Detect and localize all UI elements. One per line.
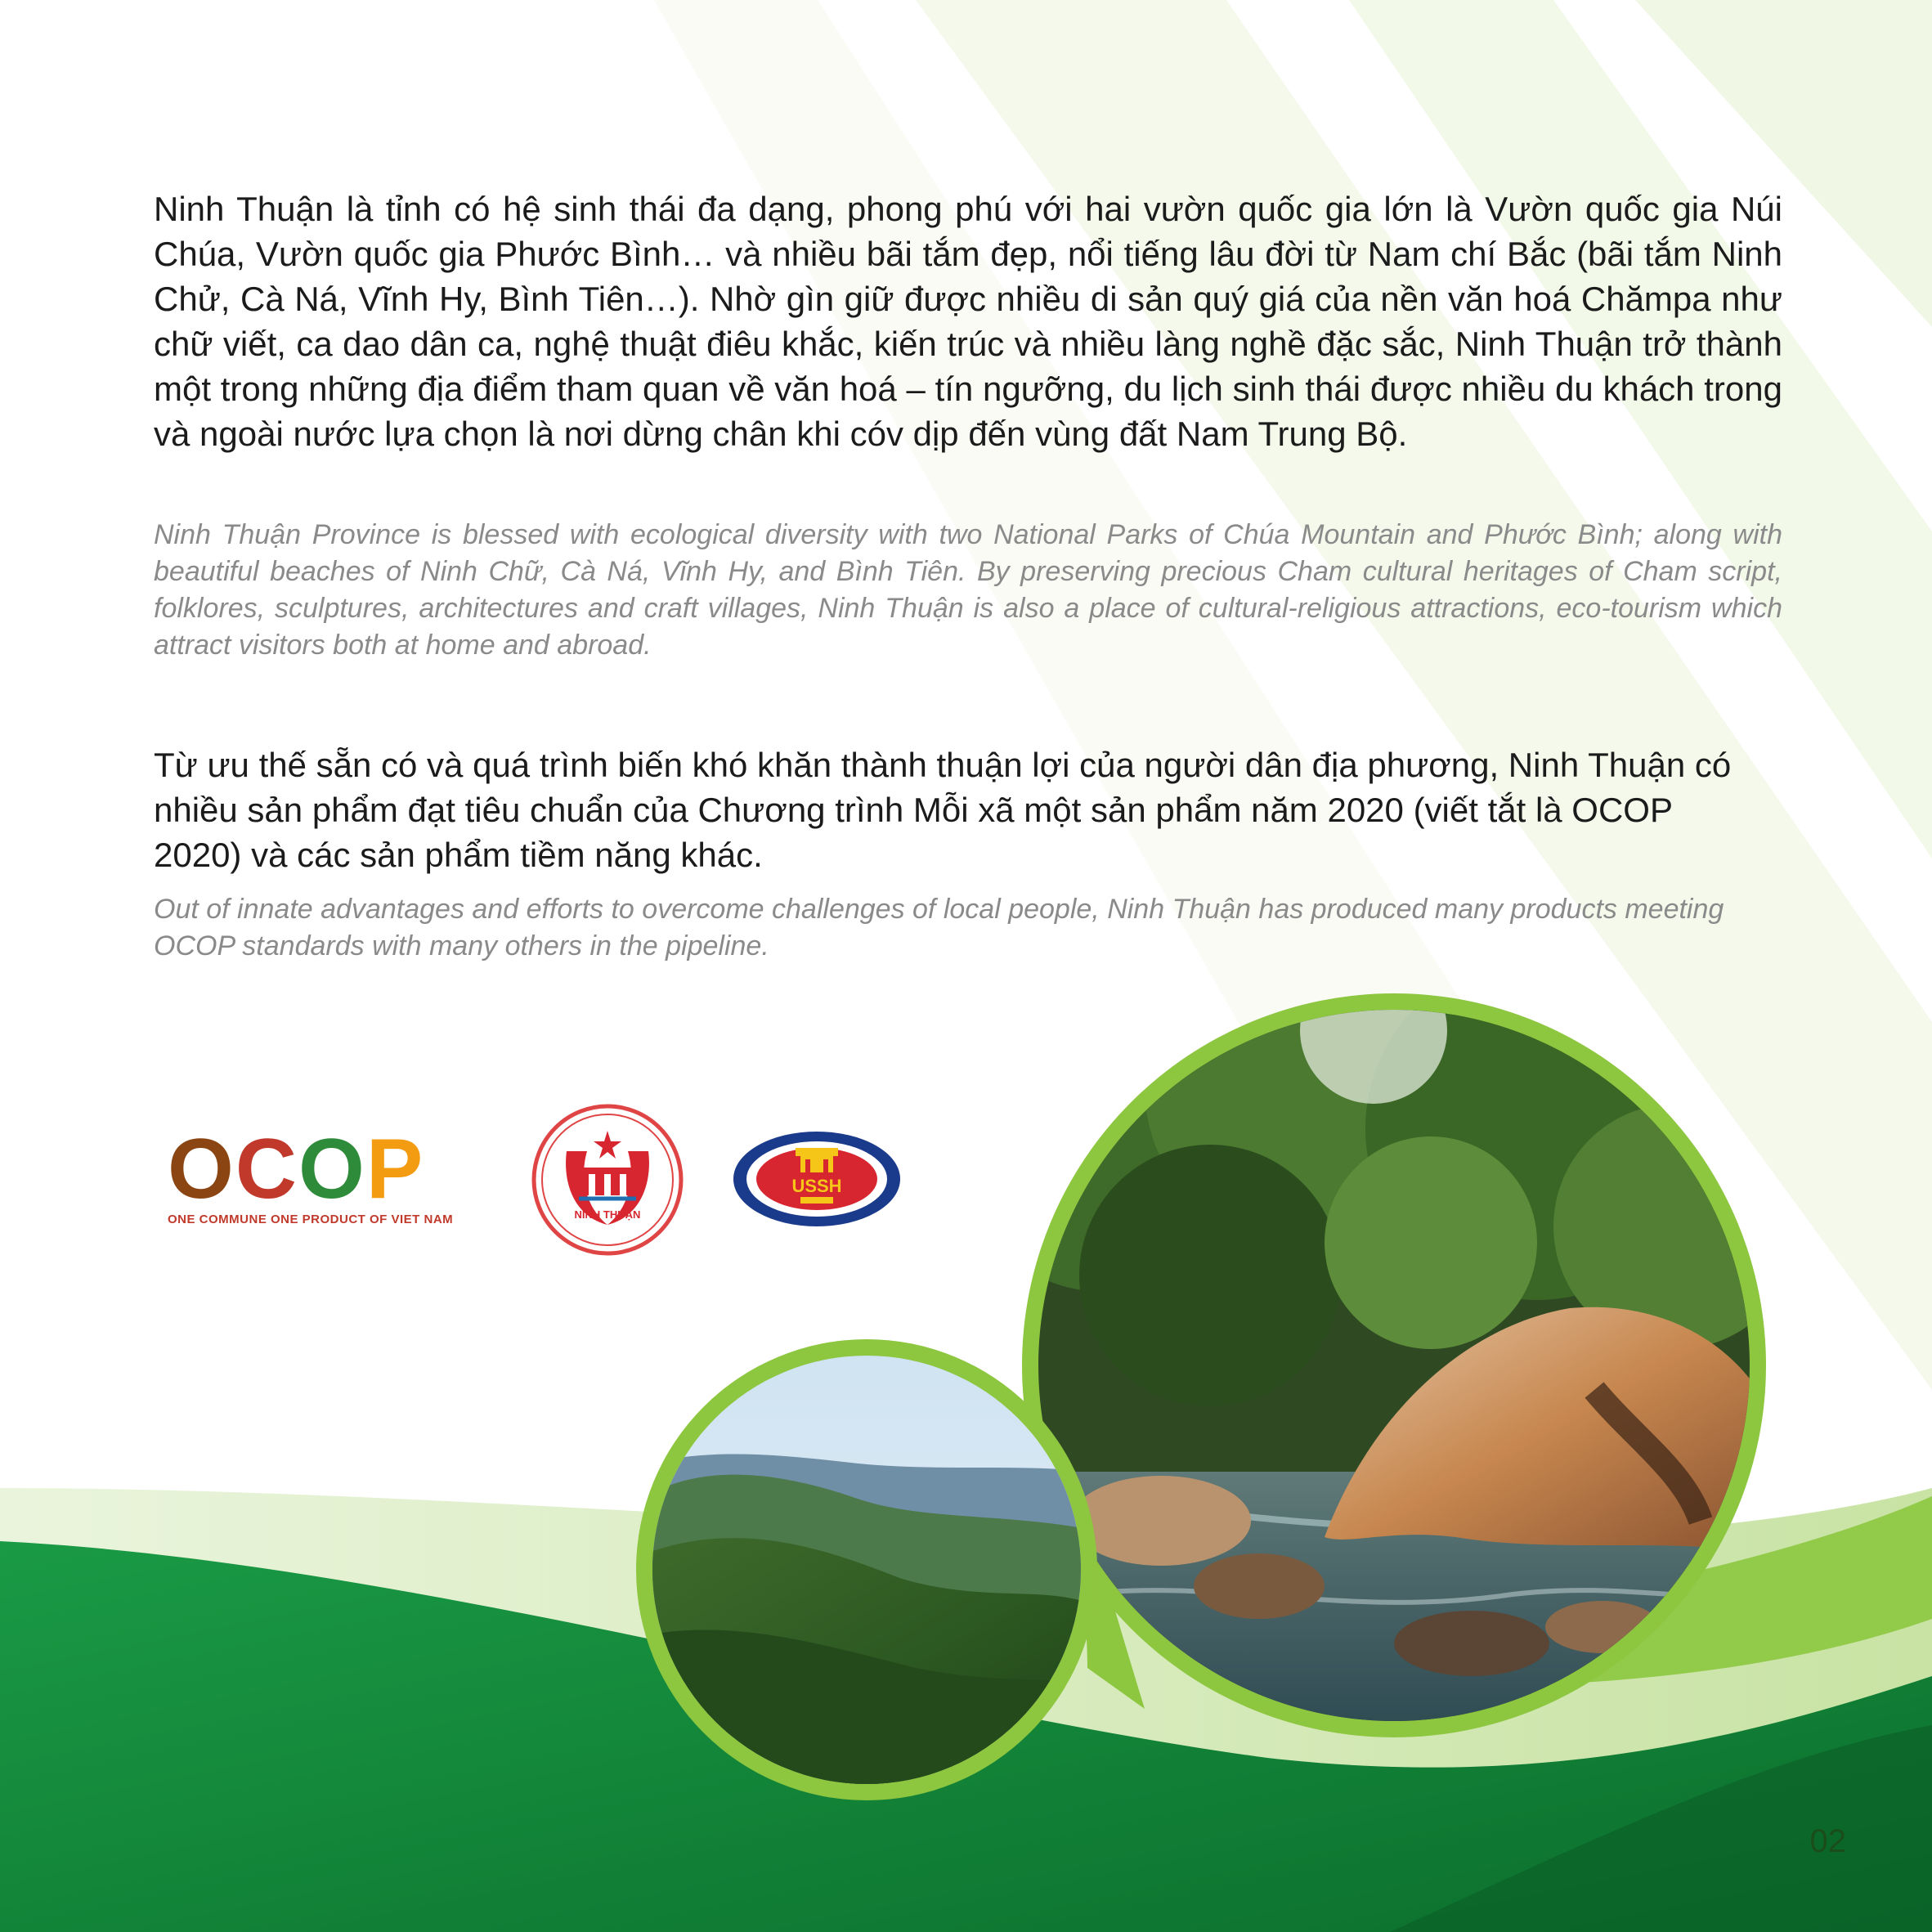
ussh-logo-label: USSH [791,1176,842,1196]
ocop-paragraph-vietnamese: Từ ưu thế sẵn có và quá trình biến khó khăn thành thuận lợi của người dân địa phương, Ninh Thuận có nhiều sản phẩm đạt tiêu chuẩn của Chương trình Mỗi xã một sản phẩm năm 2020 (viết tắt là OCOP 2020) và các sản phẩm tiềm năng khác. [154,746,1732,874]
ocop-paragraph-english: Out of innate advantages and efforts to overcome challenges of local people, Ninh Thuận has produced many products meeting OCOP standards with many others in the pipeline. [154,894,1724,962]
ocop-tagline: ONE COMMUNE ONE PRODUCT OF VIET NAM [168,1213,454,1226]
ocop-letter: O [298,1122,366,1217]
ocop-letter: O [168,1122,235,1217]
page-number: 02 [1809,1823,1846,1859]
mountain-photo [636,1339,1097,1807]
intro-paragraph-vietnamese: Ninh Thuận là tỉnh có hệ sinh thái đa dạng, phong phú với hai vườn quốc gia lớn là Vườn quốc gia Núi Chúa, Vườn quốc gia Phước Bình… và nhiều bãi tắm đẹp, nổi tiếng lâu đời từ Nam chí Bắc (bãi tắm Ninh Chử, Cà Ná, Vĩnh Hy, Bình Tiên…). Nhờ gìn giữ được nhiều di sản quý giá của nền văn hoá Chămpa như chữ viết, ca dao dân ca, nghệ thuật điêu khắc, kiến trúc và nhiều làng nghề đặc sắc, Ninh Thuận trở thành một trong những địa điểm tham quan về văn hoá – tín ngưỡng, du lịch sinh thái được nhiều du khách trong và ngoài nước lựa chọn là nơi dừng chân khi cóv dịp đến vùng đất Nam Trung Bộ. [154,190,1782,453]
ocop-letter: P [365,1122,425,1217]
ninh-thuan-logo-label: NINH THUẬN [574,1208,641,1221]
intro-paragraph-english: Ninh Thuận Province is blessed with ecological diversity with two National Parks of Chúa Mountain and Phước Bình; along with beautiful beaches of Ninh Chữ, Cà Ná, Vĩnh Hy, and Bình Tiên. By preserving precious Cham cultural heritages of Cham script, folklores, sculptures, architectures and craft villages, Ninh Thuận is also a place of cultural-religious attractions, eco-tourism which attract visitors both at home and abroad. [154,519,1782,661]
ocop-letter: C [235,1122,299,1217]
